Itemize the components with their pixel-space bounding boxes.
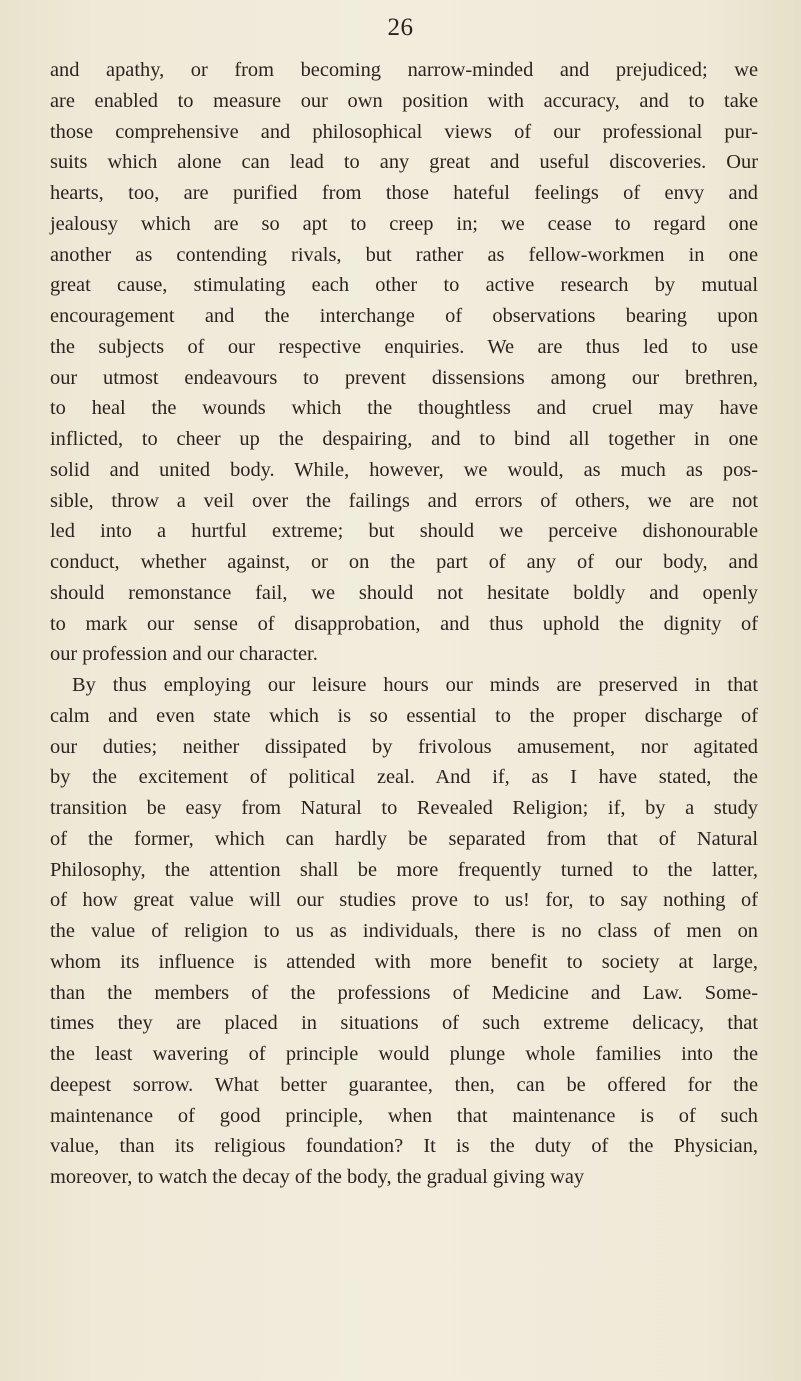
text-line: times they are placed in situations of such extreme delicacy, that (50, 1012, 758, 1035)
text-line: should remonstance fail, we should not hesitate boldly and openly (50, 581, 758, 604)
text-line: of how great value will our studies prove to us! for, to say nothing of (50, 889, 758, 912)
text-line: and apathy, or from becoming narrow-minded and prejudiced; we (50, 59, 758, 81)
text-line: By thus employing our leisure hours our minds are preserved in that (72, 674, 758, 696)
paragraph (50, 670, 758, 1193)
page-number: 26 (387, 14, 414, 41)
text-line: our utmost endeavours to prevent dissensions among our brethren, (50, 366, 758, 389)
text-line: those comprehensive and philosophical views of our professional pur- (50, 120, 758, 143)
text-line: the least wavering of principle would plunge whole families into the (50, 1043, 758, 1065)
text-line: to heal the wounds which the thoughtless and cruel may have (50, 397, 758, 420)
text-line: deepest sorrow. What better guarantee, then, can be offered for the (50, 1073, 758, 1096)
text-line: by the excitement of political zeal. And if, as I have stated, the (50, 766, 758, 789)
text-line: maintenance of good principle, when that maintenance is of such (50, 1104, 758, 1127)
text-line: suits which alone can lead to any great and useful discoveries. Our (50, 151, 758, 174)
text-line: of the former, which can hardly be separated from that of Natural (50, 827, 758, 850)
text-line: to mark our sense of disapprobation, and thus uphold the dignity of (50, 612, 758, 635)
text-line: jealousy which are so apt to creep in; we cease to regard one (50, 212, 758, 235)
text-line: the subjects of our respective enquiries. We are thus led to use (50, 335, 758, 358)
text-line: our duties; neither dissipated by frivolous amusement, nor agitated (50, 735, 758, 758)
text-line: solid and united body. While, however, we would, as much as pos- (50, 458, 758, 481)
text-line: encouragement and the interchange of observations bearing upon (50, 305, 758, 327)
text-line: moreover, to watch the decay of the body, the gradual giving way (50, 1166, 585, 1188)
text-line: are enabled to measure our own position with accuracy, and to take (50, 89, 758, 112)
text-line: another as contending rivals, but rather as fellow-workmen in one (50, 243, 758, 266)
text-line: great cause, stimulating each other to active research by mutual (50, 274, 758, 297)
text-line: calm and even state which is so essential to the proper discharge of (50, 704, 758, 727)
text-line: hearts, too, are purified from those hateful feelings of envy and (50, 182, 758, 204)
text-line: the value of religion to us as individuals, there is no class of men on (50, 920, 758, 942)
text-line: Philosophy, the attention shall be more frequently turned to the latter, (50, 858, 758, 881)
body-text (50, 55, 758, 1193)
text-line: inflicted, to cheer up the despairing, and to bind all together in one (50, 428, 758, 450)
text-line: led into a hurtful extreme; but should we perceive dishonourable (50, 520, 758, 543)
text-line: than the members of the professions of Medicine and Law. Some- (50, 981, 758, 1004)
paragraph (50, 55, 758, 670)
text-line: value, than its religious foundation? It is the duty of the Physician, (50, 1135, 758, 1158)
text-line: our profession and our character. (50, 643, 318, 666)
text-line: sible, throw a veil over the failings and errors of others, we are not (50, 489, 758, 512)
text-line: conduct, whether against, or on the part of any of our body, and (50, 551, 758, 573)
text-line: transition be easy from Natural to Revealed Religion; if, by a study (50, 797, 758, 819)
text-line: whom its influence is attended with more benefit to society at large, (50, 950, 758, 973)
